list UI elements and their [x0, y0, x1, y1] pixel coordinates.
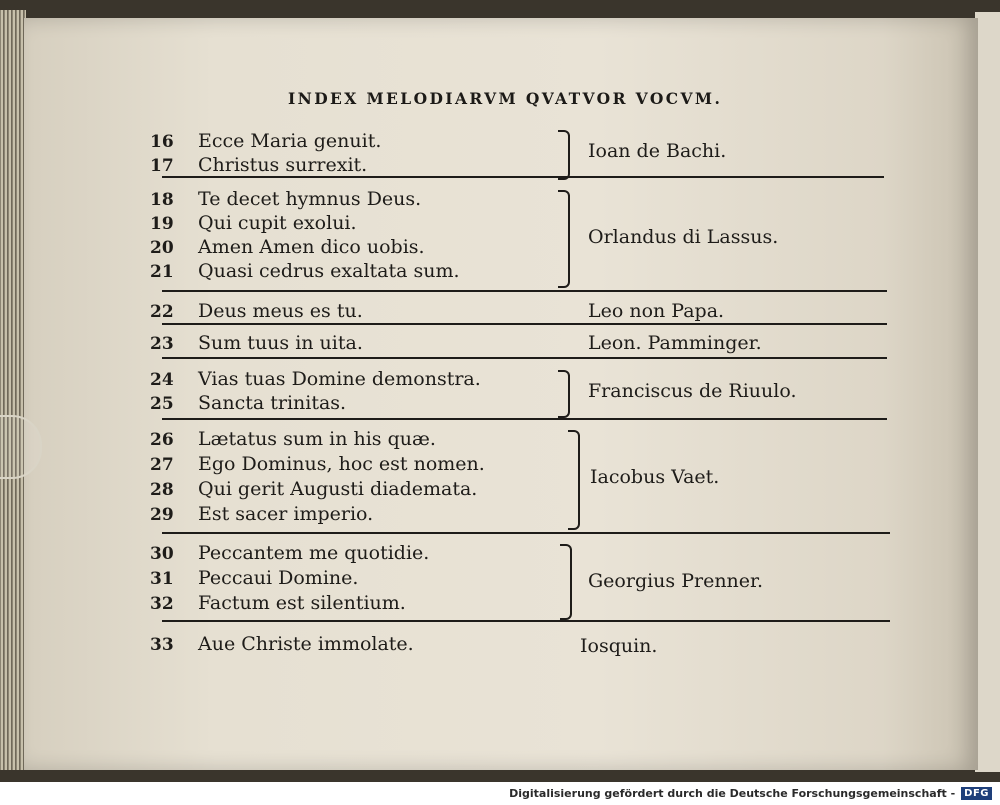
entry-number: 28: [150, 480, 174, 500]
rule-line: [162, 176, 884, 178]
entry-number: 30: [150, 544, 174, 564]
entry-title: Amen Amen dico uobis.: [198, 236, 425, 258]
index-entry: [150, 478, 477, 502]
grouping-brace: [568, 430, 580, 530]
entry-number: 20: [150, 238, 174, 258]
index-entry: [150, 188, 421, 212]
entry-title: Peccaui Domine.: [198, 567, 359, 589]
facing-page-edge: [975, 12, 1000, 772]
grouping-brace: [558, 130, 570, 180]
entry-number: 16: [150, 132, 174, 152]
entry-title: Qui cupit exolui.: [198, 212, 357, 234]
rule-line: [162, 323, 887, 325]
index-entry: [150, 212, 357, 236]
index-entry: [150, 300, 363, 324]
composer-name: Orlandus di Lassus.: [588, 226, 779, 248]
entry-title: Vias tuas Domine demonstra.: [198, 368, 481, 390]
index-entry: [150, 154, 367, 178]
composer-name: Ioan de Bachi.: [588, 140, 727, 162]
digitization-footer: [0, 782, 1000, 805]
rule-line: [162, 290, 887, 292]
rule-line: [162, 418, 887, 420]
index-entry: [150, 368, 481, 392]
entry-number: 21: [150, 262, 174, 282]
entry-number: 24: [150, 370, 174, 390]
entry-title: Factum est silentium.: [198, 592, 406, 614]
entry-number: 26: [150, 430, 174, 450]
grouping-brace: [560, 544, 572, 620]
entry-number: 27: [150, 455, 174, 475]
composer-name: Iosquin.: [580, 635, 658, 657]
page-header: INDEX MELODIARVM QVATVOR VOCVM.: [288, 89, 723, 108]
index-entry: [150, 503, 373, 527]
composer-name: Georgius Prenner.: [588, 570, 764, 592]
entry-number: 18: [150, 190, 174, 210]
entry-number: 31: [150, 569, 174, 589]
entry-number: 22: [150, 302, 174, 322]
index-entry: [150, 332, 363, 356]
grouping-brace: [558, 370, 570, 418]
entry-title: Sancta trinitas.: [198, 392, 347, 414]
entry-title: Qui gerit Augusti diademata.: [198, 478, 478, 500]
footer-credit: Digitalisierung gefördert durch die Deutsche Forschungsgemeinschaft -: [509, 787, 956, 800]
rule-line: [162, 532, 890, 534]
index-entry: [150, 428, 436, 452]
entry-title: Sum tuus in uita.: [198, 332, 363, 354]
composer-name: Leon. Pamminger.: [588, 332, 762, 354]
entry-number: 32: [150, 594, 174, 614]
composer-name: Franciscus de Riuulo.: [588, 380, 797, 402]
grouping-brace: [558, 190, 570, 288]
entry-title: Ecce Maria genuit.: [198, 130, 382, 152]
index-entry: [150, 130, 381, 154]
entry-title: Est sacer imperio.: [198, 503, 374, 525]
entry-title: Deus meus es tu.: [198, 300, 363, 322]
rule-line: [162, 357, 887, 359]
book-page-edges: [0, 10, 26, 770]
dfg-logo: DFG: [961, 787, 992, 800]
index-entry: [150, 392, 346, 416]
index-entry: [150, 542, 429, 566]
entry-title: Christus surrexit.: [198, 154, 368, 176]
entry-title: Aue Christe immolate.: [198, 633, 414, 655]
entry-title: Quasi cedrus exaltata sum.: [198, 260, 460, 282]
entry-number: 33: [150, 635, 174, 655]
entry-title: Lætatus sum in his quæ.: [198, 428, 436, 450]
entry-title: Ego Dominus, hoc est nomen.: [198, 453, 485, 475]
entry-number: 25: [150, 394, 174, 414]
index-entry: [150, 567, 358, 591]
index-entry: [150, 453, 485, 477]
entry-number: 17: [150, 156, 174, 176]
entry-title: Peccantem me quotidie.: [198, 542, 430, 564]
index-entry: [150, 633, 414, 657]
entry-title: Te decet hymnus Deus.: [198, 188, 422, 210]
entry-number: 19: [150, 214, 174, 234]
index-entry: [150, 236, 425, 260]
entry-number: 23: [150, 334, 174, 354]
composer-name: Iacobus Vaet.: [590, 466, 720, 488]
rule-line: [162, 620, 890, 622]
composer-name: Leo non Papa.: [588, 300, 725, 322]
index-entry: [150, 260, 460, 284]
index-entry: [150, 592, 406, 616]
entry-number: 29: [150, 505, 174, 525]
